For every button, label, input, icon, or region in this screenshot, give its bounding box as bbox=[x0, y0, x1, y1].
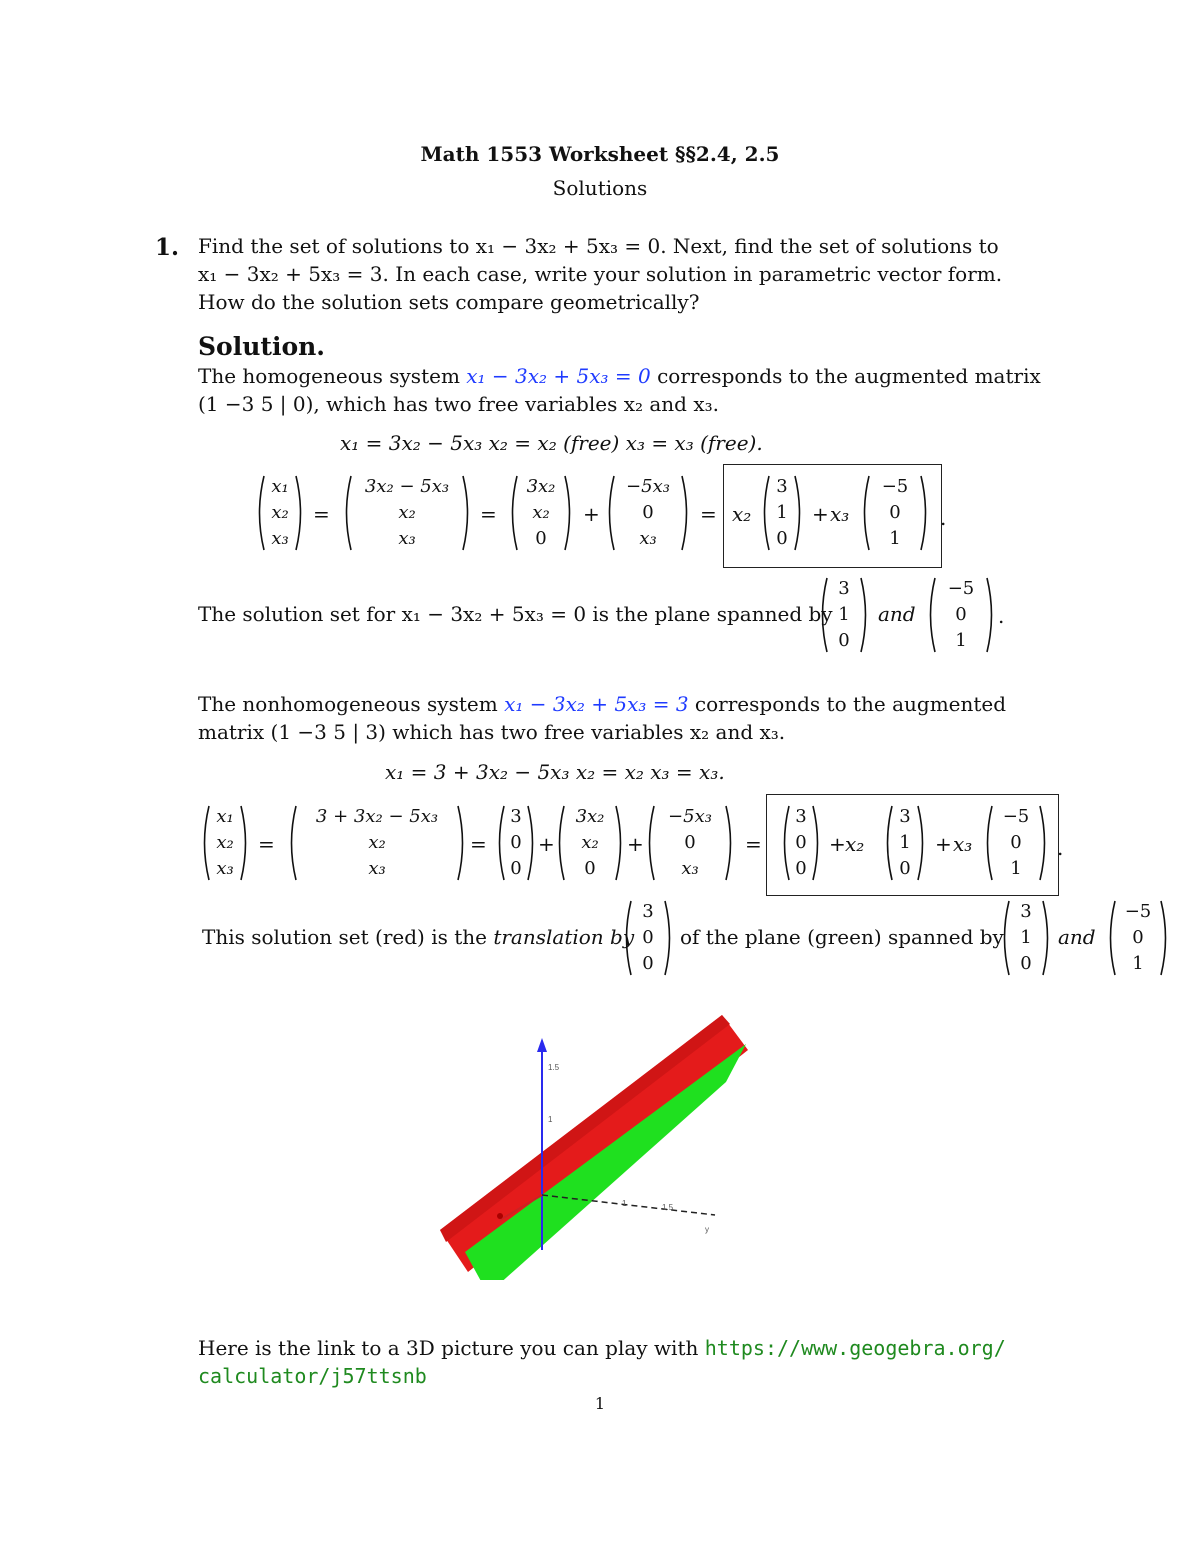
nonhomog-equation: x₁ − 3x₂ + 5x₃ = 3 bbox=[504, 692, 689, 716]
vector-entry: 3 bbox=[776, 476, 788, 497]
vector-entry: x₃ bbox=[681, 858, 699, 879]
link-url-part-1[interactable]: https://www.geogebra.org/ bbox=[704, 1336, 1006, 1360]
homog-equation: x₁ − 3x₂ + 5x₃ = 0 bbox=[466, 364, 651, 388]
plus-sign: + bbox=[829, 832, 846, 856]
vector-entry: x₂ bbox=[581, 832, 599, 853]
vector-entry: −5 bbox=[947, 578, 975, 599]
span-vector-2 bbox=[926, 576, 996, 654]
coef-x3: x₃ bbox=[953, 832, 973, 856]
trans-span-vector-1 bbox=[1000, 899, 1052, 977]
vector-entry: 0 bbox=[795, 858, 807, 879]
svg-text:1.5: 1.5 bbox=[548, 1063, 560, 1072]
nonhomog-equations: x₁ = 3 + 3x₂ − 5x₃ x₂ = x₂ x₃ = x₃. bbox=[385, 760, 725, 784]
vector-entry: −5x₃ bbox=[668, 806, 712, 827]
translation-text-b: of the plane (green) spanned by bbox=[680, 925, 1004, 949]
period: . bbox=[998, 604, 1005, 628]
vector-entry: 0 bbox=[535, 528, 547, 549]
nonhomog-intro: The nonhomogeneous system x₁ − 3x₂ + 5x₃ = 3 corresponds to the augmented bbox=[198, 692, 1007, 716]
nonhomog-s2a bbox=[495, 804, 537, 882]
problem-text-line-1: Find the set of solutions to x₁ − 3x₂ + 5x₃ = 0. Next, find the set of solutions to bbox=[198, 234, 999, 258]
vector-entry: 0 bbox=[1010, 832, 1022, 853]
link-url-part-2[interactable]: calculator/j57ttsnb bbox=[198, 1364, 427, 1388]
problem-text-line-3: How do the solution sets compare geometrically? bbox=[198, 290, 700, 314]
vector-entry: 1 bbox=[1010, 858, 1022, 879]
svg-text:1: 1 bbox=[548, 1115, 553, 1124]
vector-entry: x₃ bbox=[368, 858, 386, 879]
vector-entry: 3 bbox=[510, 806, 522, 827]
vector-entry: x₃ bbox=[639, 528, 657, 549]
vector-entry: 0 bbox=[510, 832, 522, 853]
vector-entry: 1 bbox=[889, 528, 901, 549]
vector-entry: 3x₂ − 5x₃ bbox=[364, 476, 450, 497]
plus-sign: + bbox=[627, 832, 644, 856]
nonhomog-matrix-line: matrix (1 −3 5 | 3) which has two free variables x₂ and x₃. bbox=[198, 720, 786, 744]
vector-entry: 1 bbox=[899, 832, 911, 853]
period: . bbox=[940, 506, 947, 530]
solution-heading: Solution. bbox=[198, 332, 326, 361]
vector-entry: x₂ bbox=[532, 502, 550, 523]
vector-entry: 1 bbox=[1132, 953, 1144, 974]
homog-step1-vector bbox=[342, 474, 472, 552]
vector-entry: 1 bbox=[838, 604, 850, 625]
vector-entry: 0 bbox=[584, 858, 596, 879]
plus-sign: + bbox=[583, 502, 600, 526]
translation-text-a: This solution set (red) is the translation by bbox=[202, 925, 635, 949]
plus-sign: + bbox=[935, 832, 952, 856]
vector-entry: 3 bbox=[838, 578, 850, 599]
nonhomog-answer-box bbox=[766, 794, 1059, 896]
vector-entry: 0 bbox=[838, 630, 850, 651]
link-intro: Here is the link to a 3D picture you can play with https://www.geogebra.org/ bbox=[198, 1336, 1006, 1360]
svg-text:y: y bbox=[705, 1225, 709, 1234]
nonhomog-step1-vector bbox=[287, 804, 467, 882]
green-plane bbox=[465, 1044, 746, 1280]
vector-entry: x₂ bbox=[271, 502, 289, 523]
vector-entry: x₁ bbox=[271, 476, 289, 497]
svg-text:1: 1 bbox=[622, 1199, 627, 1208]
vector-entry: 3 bbox=[642, 901, 654, 922]
vector-entry: 1 bbox=[955, 630, 967, 651]
vector-entry: 0 bbox=[1132, 927, 1144, 948]
vector-entry: −5 bbox=[1124, 901, 1152, 922]
plane-plot bbox=[430, 1010, 770, 1280]
vector-entry: x₁ bbox=[216, 806, 234, 827]
plus-sign: + bbox=[538, 832, 555, 856]
coef-x2: x₂ bbox=[732, 502, 752, 526]
vector-entry: 0 bbox=[684, 832, 696, 853]
homog-step2a-vector bbox=[508, 474, 574, 552]
page-number: 1 bbox=[594, 1394, 606, 1413]
homog-step2b-vector bbox=[605, 474, 691, 552]
vector-entry: 3 bbox=[899, 806, 911, 827]
equals-sign: = bbox=[470, 832, 487, 856]
vector-entry: x₃ bbox=[398, 528, 416, 549]
vector-entry: x₂ bbox=[368, 832, 386, 853]
vector-entry: x₂ bbox=[216, 832, 234, 853]
homog-span-vectors bbox=[818, 572, 1008, 658]
span-vector-1 bbox=[818, 576, 870, 654]
vector-entry: 3 bbox=[795, 806, 807, 827]
trans-and-text: and bbox=[1058, 925, 1096, 949]
vector-entry: 3 bbox=[1020, 901, 1032, 922]
nonhomog-s2c bbox=[645, 804, 735, 882]
vector-entry: 0 bbox=[776, 528, 788, 549]
equals-sign: = bbox=[480, 502, 497, 526]
vector-entry: 0 bbox=[795, 832, 807, 853]
nonhomog-s2b bbox=[555, 804, 625, 882]
vector-entry: 3x₂ bbox=[575, 806, 605, 827]
vector-entry: 0 bbox=[955, 604, 967, 625]
nonhomog-lhs-vector bbox=[200, 804, 250, 882]
z-axis-arrow bbox=[537, 1038, 547, 1052]
vector-entry: −5x₃ bbox=[626, 476, 670, 497]
equals-sign: = bbox=[258, 832, 275, 856]
vector-entry: −5 bbox=[881, 476, 909, 497]
coef-x3: x₃ bbox=[830, 502, 850, 526]
equals-sign: = bbox=[745, 832, 762, 856]
plus-sign: + bbox=[812, 502, 829, 526]
red-plane bbox=[440, 1015, 748, 1272]
translation-vectors bbox=[620, 895, 1180, 981]
vector-entry: 0 bbox=[642, 502, 654, 523]
homog-span-text: The solution set for x₁ − 3x₂ + 5x₃ = 0 is the plane spanned by bbox=[198, 602, 833, 626]
vector-entry: x₃ bbox=[216, 858, 234, 879]
svg-text:1.5: 1.5 bbox=[662, 1203, 674, 1212]
problem-number: 1. bbox=[155, 234, 180, 261]
origin-point bbox=[497, 1213, 503, 1219]
period: . bbox=[1057, 836, 1064, 860]
vector-entry: 1 bbox=[1020, 927, 1032, 948]
homog-equations: x₁ = 3x₂ − 5x₃ x₂ = x₂ (free) x₃ = x₃ (free). bbox=[340, 431, 763, 455]
homog-intro: The homogeneous system x₁ − 3x₂ + 5x₃ = 0 corresponds to the augmented matrix bbox=[198, 364, 1041, 388]
vector-entry: 1 bbox=[776, 502, 788, 523]
problem-text-line-2: x₁ − 3x₂ + 5x₃ = 3. In each case, write your solution in parametric vector form. bbox=[198, 262, 1003, 286]
vector-entry: −5 bbox=[1002, 806, 1030, 827]
span-and-text: and bbox=[878, 602, 916, 626]
translation-vector bbox=[622, 899, 674, 977]
equals-sign: = bbox=[700, 502, 717, 526]
homog-answer-box bbox=[723, 464, 942, 568]
vector-entry: x₃ bbox=[271, 528, 289, 549]
vector-entry: 0 bbox=[1020, 953, 1032, 974]
trans-span-vector-2 bbox=[1106, 899, 1170, 977]
vector-entry: x₂ bbox=[398, 502, 416, 523]
vector-entry: 3x₂ bbox=[526, 476, 556, 497]
page-title: Math 1553 Worksheet §§2.4, 2.5 bbox=[420, 142, 780, 166]
homog-lhs-vector bbox=[255, 474, 305, 552]
vector-entry: 3 + 3x₂ − 5x₃ bbox=[315, 806, 439, 827]
homog-matrix-line: (1 −3 5 | 0), which has two free variables x₂ and x₃. bbox=[198, 392, 719, 416]
vector-entry: 0 bbox=[510, 858, 522, 879]
equals-sign: = bbox=[313, 502, 330, 526]
vector-entry: 0 bbox=[889, 502, 901, 523]
vector-entry: 0 bbox=[642, 927, 654, 948]
coef-x2: x₂ bbox=[845, 832, 865, 856]
page-subtitle: Solutions bbox=[552, 176, 648, 200]
vector-entry: 0 bbox=[899, 858, 911, 879]
vector-entry: 0 bbox=[642, 953, 654, 974]
